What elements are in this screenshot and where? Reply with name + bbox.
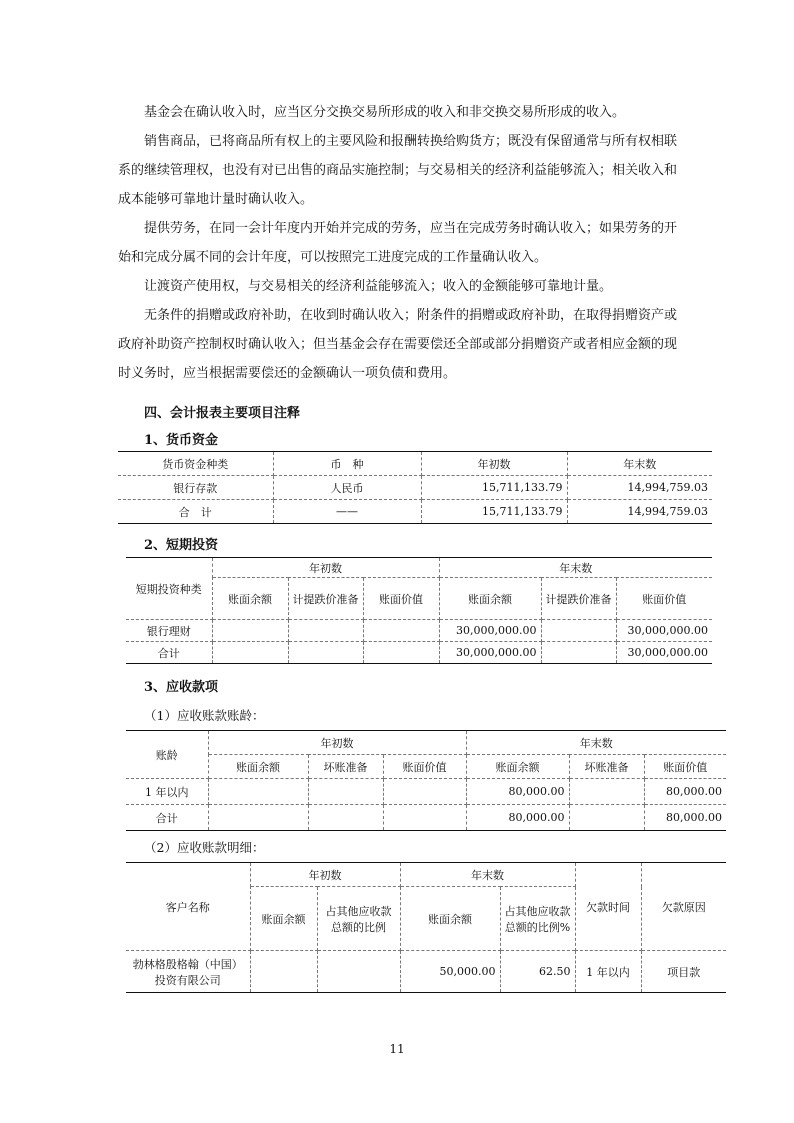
shortinv-table	[126, 557, 712, 664]
sub-header: 账面价值	[363, 578, 439, 620]
sub-header: 账面价值	[616, 578, 712, 620]
cell: 30,000,000.00	[616, 642, 712, 664]
sub-header: 账面余额	[466, 755, 569, 779]
cell	[569, 805, 644, 831]
cell: 30,000,000.00	[439, 620, 541, 642]
cell	[288, 642, 363, 664]
cell	[541, 620, 616, 642]
cell	[288, 620, 363, 642]
cell	[212, 642, 288, 664]
sub-header: 占其他应收款总额的比例	[317, 887, 400, 951]
receivable-heading: 3、应收款项	[144, 680, 219, 695]
cell: 30,000,000.00	[616, 620, 712, 642]
sub-header: 账面价值	[644, 755, 726, 779]
cell: 80,000.00	[466, 779, 569, 805]
cell	[208, 805, 308, 831]
shortinv-heading: 2、短期投资	[144, 538, 219, 553]
group-header: 年末数	[400, 863, 575, 887]
body-text	[118, 98, 678, 388]
cell: 50,000.00	[400, 951, 500, 993]
detail-table	[126, 862, 726, 993]
sub-header: 坏账准备	[569, 755, 644, 779]
aging-title: （1）应收账款账龄：	[144, 708, 265, 723]
sub-header: 账面余额	[250, 887, 317, 951]
cell	[250, 951, 317, 993]
paragraph: 提供劳务，在同一会计年度内开始并完成的劳务，应当在完成劳务时确认收入；如果劳务的开始和完成分属不同的会计年度，可以按照完工进度完成的工作量确认收入。	[118, 221, 678, 265]
cell: 62.50	[500, 951, 575, 993]
cell: 银行存款	[118, 476, 273, 500]
cell	[363, 642, 439, 664]
cell	[383, 779, 466, 805]
table-row	[118, 476, 712, 500]
cell: 1 年以内	[126, 779, 208, 805]
paragraph: 无条件的捐赠或政府补助，在收到时确认收入；附条件的捐赠或政府补助，在取得捐赠资产或政府补助资产控制权时确认收入；但当基金会存在需要偿还全部或部分捐赠资产或者相应金额的现时义务时，应当根据需要偿还的金额确认一项负债和费用。	[118, 308, 678, 381]
sub-header: 计提跌价准备	[541, 578, 616, 620]
time-header: 欠款时间	[575, 863, 641, 951]
cell	[569, 779, 644, 805]
header-cell: 年末数	[567, 452, 712, 476]
cell: 14,994,759.03	[567, 500, 712, 524]
sub-header: 账面价值	[383, 755, 466, 779]
table-row	[126, 779, 726, 805]
cell: 勃林格殷格翰（中国）投资有限公司	[126, 951, 250, 993]
sub-header: 占其他应收款总额的比例%	[500, 887, 575, 951]
cell: 项目款	[641, 951, 726, 993]
cell	[308, 805, 383, 831]
group-header: 年初数	[212, 558, 439, 578]
sub-header: 坏账准备	[308, 755, 383, 779]
cell: 80,000.00	[644, 805, 726, 831]
sub-header: 账面余额	[439, 578, 541, 620]
group-header: 年末数	[466, 731, 726, 755]
cell	[383, 805, 466, 831]
cell	[317, 951, 400, 993]
sub-header: 账面余额	[212, 578, 288, 620]
cell: ——	[273, 500, 421, 524]
table-row	[126, 620, 712, 642]
corner-cell: 账龄	[126, 731, 208, 779]
group-header: 年初数	[208, 731, 466, 755]
cell	[212, 620, 288, 642]
customer-header: 客户名称	[126, 863, 250, 951]
header-cell: 货币资金种类	[118, 452, 273, 476]
cell: 1 年以内	[575, 951, 641, 993]
sub-header: 账面余额	[400, 887, 500, 951]
detail-title: （2）应收账款明细：	[144, 840, 265, 855]
cell	[208, 779, 308, 805]
reason-header: 欠款原因	[641, 863, 726, 951]
paragraph: 基金会在确认收入时，应当区分交换交易所形成的收入和非交换交易所形成的收入。	[144, 105, 626, 120]
cell: 30,000,000.00	[439, 642, 541, 664]
table-row	[126, 805, 726, 831]
table-row	[126, 642, 712, 664]
corner-cell: 短期投资种类	[126, 558, 212, 620]
cell	[541, 642, 616, 664]
cell: 合 计	[118, 500, 273, 524]
table-row	[126, 951, 726, 993]
cash-heading: 1、货币资金	[144, 433, 219, 448]
cell	[308, 779, 383, 805]
aging-table	[126, 730, 726, 831]
cash-table	[118, 451, 712, 524]
page-number: 11	[389, 1042, 405, 1056]
cell: 合计	[126, 805, 208, 831]
group-header: 年末数	[439, 558, 712, 578]
section-heading: 四、会计报表主要项目注释	[144, 406, 301, 421]
paragraph: 让渡资产使用权，与交易相关的经济利益能够流入；收入的金额能够可靠地计量。	[144, 279, 613, 294]
header-cell: 年初数	[421, 452, 567, 476]
group-header: 年初数	[250, 863, 400, 887]
cell: 14,994,759.03	[567, 476, 712, 500]
cell: 合计	[126, 642, 212, 664]
sub-header: 计提跌价准备	[288, 578, 363, 620]
table-row	[118, 500, 712, 524]
header-cell: 币 种	[273, 452, 421, 476]
cell: 银行理财	[126, 620, 212, 642]
sub-header: 账面余额	[208, 755, 308, 779]
cell: 15,711,133.79	[421, 476, 567, 500]
cell: 80,000.00	[466, 805, 569, 831]
cell: 15,711,133.79	[421, 500, 567, 524]
cell	[363, 620, 439, 642]
cell: 人民币	[273, 476, 421, 500]
cell: 80,000.00	[644, 779, 726, 805]
paragraph: 销售商品，已将商品所有权上的主要风险和报酬转换给购货方；既没有保留通常与所有权相联系的继续管理权，也没有对已出售的商品实施控制；与交易相关的经济利益能够流入；相关收入和成本能够可靠地计量时确认收入。	[118, 134, 678, 207]
